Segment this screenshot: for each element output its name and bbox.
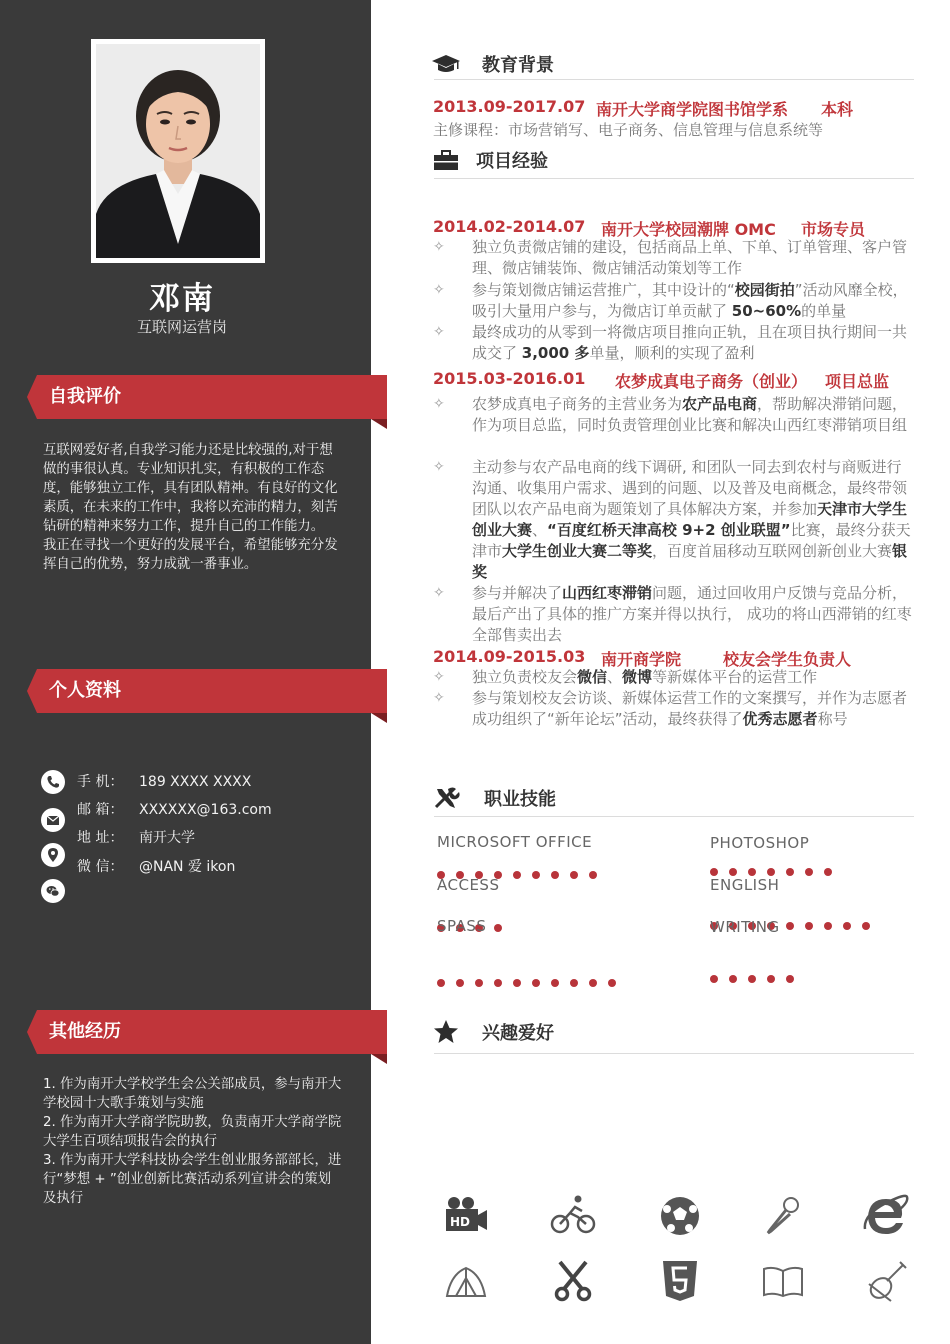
- section-divider: [434, 178, 914, 179]
- skill-dot: [843, 922, 851, 930]
- contact-key: 微 信：: [77, 859, 124, 875]
- soccer-icon: [655, 1191, 705, 1241]
- scissors-icon: [548, 1256, 598, 1306]
- bullet-text: 最终成功的从零到一将微店项目推向正轨，且在项目执行期间一共成交了 3,000 多单量，顺利的实现了盈利: [472, 323, 908, 362]
- html5-icon: [655, 1256, 705, 1306]
- contact-value: XXXXXX@163.com: [139, 802, 272, 818]
- other-exp-title: 其他经历: [49, 1021, 121, 1042]
- skill-dot: [551, 979, 559, 987]
- self-eval-header: [37, 375, 387, 419]
- sidebar: [0, 0, 371, 1344]
- skill-dot: [786, 975, 794, 983]
- ribbon-fold: [371, 713, 387, 723]
- project-org: 农梦成真电子商务（创业）: [615, 372, 808, 391]
- profile-photo: [96, 44, 260, 258]
- skill-dot: [729, 975, 737, 983]
- project-bullet: [433, 322, 913, 364]
- contact-key: 邮 箱：: [77, 802, 124, 818]
- bullet-mark-icon: ✧: [433, 669, 445, 685]
- section-divider: [434, 1053, 914, 1054]
- ribbon-fold: [371, 419, 387, 429]
- bullet-text: 独立负责校友会微信、微博等新媒体平台的运营工作: [472, 668, 818, 686]
- mail-icon: [41, 808, 65, 832]
- bullet-mark-icon: ✧: [433, 282, 445, 298]
- skill-dot: [437, 979, 445, 987]
- project-bullet: [433, 237, 913, 279]
- project-period: 2014.02-2014.07: [433, 217, 586, 236]
- skill-dot: [748, 868, 756, 876]
- contact-value: 189 XXXX XXXX: [139, 774, 252, 790]
- hd-camera-icon: [441, 1191, 491, 1241]
- skill-dot: [767, 975, 775, 983]
- svg-text:HD: HD: [450, 1215, 471, 1229]
- skill-dot: [456, 979, 464, 987]
- project-position: 项目总监: [825, 372, 890, 391]
- bullet-mark-icon: ✧: [433, 585, 445, 601]
- project-bullet: [433, 394, 913, 436]
- skill-dot: [824, 922, 832, 930]
- contact-value: @NAN 爱 ikon: [139, 859, 236, 875]
- cycling-icon: [548, 1191, 598, 1241]
- skill-dot: [805, 868, 813, 876]
- skill-dot: [513, 979, 521, 987]
- star-icon: [431, 1017, 461, 1047]
- microphone-icon: [758, 1191, 808, 1241]
- project-org: 南开大学校园潮牌 OMC: [601, 220, 776, 239]
- skill-dot: [862, 922, 870, 930]
- projects-title: 项目经验: [476, 151, 548, 172]
- self-eval-title: 自我评价: [49, 386, 121, 407]
- contact-value: 南开大学: [139, 830, 195, 846]
- skill-dot: [767, 868, 775, 876]
- education-degree: 本科: [821, 100, 854, 119]
- hobbies-title: 兴趣爱好: [482, 1023, 554, 1044]
- skill-dot: [570, 979, 578, 987]
- self-eval-text: [43, 441, 343, 574]
- section-divider: [434, 79, 914, 80]
- skill-dot: [824, 868, 832, 876]
- skill-dot: [729, 868, 737, 876]
- skill-dot: [710, 868, 718, 876]
- bullet-text: 参与策划校友会访谈、新媒体运营工作的文案撰写，并作为志愿者成功组织了“新年论坛”活动，最终获得了优秀志愿者称号: [472, 689, 908, 728]
- skill-name: MICROSOFT OFFICE: [437, 833, 593, 851]
- violin-icon: [861, 1256, 911, 1306]
- other-exp-item: 2. 作为南开大学商学院助教，负责南开大学商学院大学生百项结项报告会的执行: [43, 1115, 342, 1149]
- bullet-text: 农梦成真电子商务的主营业务为农产品电商，帮助解决滞销问题，作为项目总监，同时负责管理创业比赛和解决山西红枣滞销项目组: [472, 395, 908, 434]
- bullet-text: 参与并解决了山西红枣滞销问题，通过回收用户反馈与竞品分析，最后产出了具体的推广方案并得以执行， 成功的将山西滞销的红枣全部售卖出去: [472, 584, 912, 644]
- skill-name: ENGLISH: [710, 876, 780, 894]
- tent-icon: [441, 1256, 491, 1306]
- bullet-mark-icon: ✧: [433, 396, 445, 412]
- profile-photo-frame: [91, 39, 265, 263]
- project-bullet: [433, 583, 913, 646]
- project-bullet: [433, 667, 913, 688]
- skill-dot: [513, 871, 521, 879]
- skill-dot: [532, 979, 540, 987]
- other-exp-item: 1. 作为南开大学校学生会公关部成员，参与南开大学校园十大歌手策划与实施: [43, 1077, 342, 1111]
- skill-dot: [570, 871, 578, 879]
- bullet-text: 参与策划微店铺运营推广，其中设计的“校园街拍”活动风靡全校，吸引大量用户参与，为微店订单贡献了 50~60%的单量: [472, 281, 908, 320]
- project-position: 校友会学生负责人: [723, 650, 852, 669]
- bullet-mark-icon: ✧: [433, 459, 445, 475]
- section-divider: [434, 816, 914, 817]
- skill-dot: [589, 979, 597, 987]
- self-eval-paragraph: 互联网爱好者,自我学习能力还是比较强的,对于想做的事很认真。专业知识扎实，有积极的工作态度，能够独立工作，具有团队精神。有良好的文化素质，在未来的工作中，我将以充沛的精力，刻苦钻研的精神来努力工作，提升自己的工作能力。: [43, 443, 338, 534]
- browser-icon: [861, 1191, 911, 1241]
- project-period: 2015.03-2016.01: [433, 369, 586, 388]
- bullet-mark-icon: ✧: [433, 239, 445, 255]
- tools-icon: [431, 783, 461, 813]
- contact-key: 地 址：: [77, 830, 124, 846]
- skill-dot: [805, 922, 813, 930]
- other-exp-item: 3. 作为南开大学科技协会学生创业服务部部长，进行“梦想 + ”创业创新比赛活动系列宣讲会的策划及执行: [43, 1153, 342, 1206]
- book-icon: [758, 1256, 808, 1306]
- education-period: 2013.09-2017.07: [433, 97, 586, 116]
- education-school: 南开大学商学院图书馆学系: [596, 100, 789, 119]
- skill-dot: [786, 868, 794, 876]
- education-courses: 主修课程：市场营销写、电子商务、信息管理与信息系统等: [433, 121, 824, 139]
- bullet-text: 独立负责微店铺的建设，包括商品上单、下单、订单管理、客户管理、微店铺装饰、微店铺活动策划等工作: [472, 238, 908, 277]
- candidate-name: 邓南: [149, 281, 215, 317]
- skill-name: SPASS: [437, 917, 487, 935]
- graduation-cap-icon: [431, 49, 461, 79]
- bullet-text: 主动参与农产品电商的线下调研, 和团队一同去到农村与商贩进行沟通、收集用户需求、遇到的问题、以及普及电商概念，最终带领团队以农产品电商为题策划了具体解决方案，并参加天津市大学生创业大赛、“百度红桥天津高校 9+2 创业联盟”比赛，最终分获天津市大学生创业大赛二等奖，百度首届移动互联网创新创业大赛银奖: [472, 458, 911, 581]
- project-period: 2014.09-2015.03: [433, 647, 586, 666]
- briefcase-icon: [431, 145, 461, 175]
- project-org: 南开商学院: [601, 650, 682, 669]
- bullet-mark-icon: ✧: [433, 690, 445, 706]
- wechat-icon: [41, 879, 65, 903]
- skill-dot: [494, 979, 502, 987]
- skill-name: ACCESS: [437, 876, 500, 894]
- self-eval-paragraph: 我正在寻找一个更好的发展平台，希望能够充分发挥自己的优势，努力成就一番事业。: [43, 538, 338, 572]
- project-bullet: [433, 457, 913, 583]
- project-position: 市场专员: [801, 220, 866, 239]
- skill-dot: [710, 975, 718, 983]
- phone-icon: [41, 770, 65, 794]
- bullet-mark-icon: ✧: [433, 324, 445, 340]
- location-icon: [41, 843, 65, 867]
- personal-info-header: [37, 669, 387, 713]
- skill-dot: [494, 924, 502, 932]
- other-exp-list: [43, 1075, 343, 1208]
- education-title: 教育背景: [482, 55, 554, 76]
- skill-dot: [608, 979, 616, 987]
- skills-title: 职业技能: [484, 789, 556, 810]
- skill-dot: [551, 871, 559, 879]
- skill-dot: [475, 979, 483, 987]
- project-bullet: [433, 280, 913, 322]
- skill-name: WRITING: [710, 918, 780, 936]
- candidate-role: 互联网运营岗: [136, 318, 227, 336]
- skill-dot: [589, 871, 597, 879]
- contact-key: 手 机：: [77, 774, 124, 790]
- skill-dot: [532, 871, 540, 879]
- other-exp-header: [37, 1010, 387, 1054]
- skill-dot: [748, 975, 756, 983]
- personal-info-title: 个人资料: [49, 680, 121, 701]
- skill-name: PHOTOSHOP: [710, 834, 810, 852]
- skill-dot: [786, 922, 794, 930]
- ribbon-fold: [371, 1054, 387, 1064]
- project-bullet: [433, 688, 913, 730]
